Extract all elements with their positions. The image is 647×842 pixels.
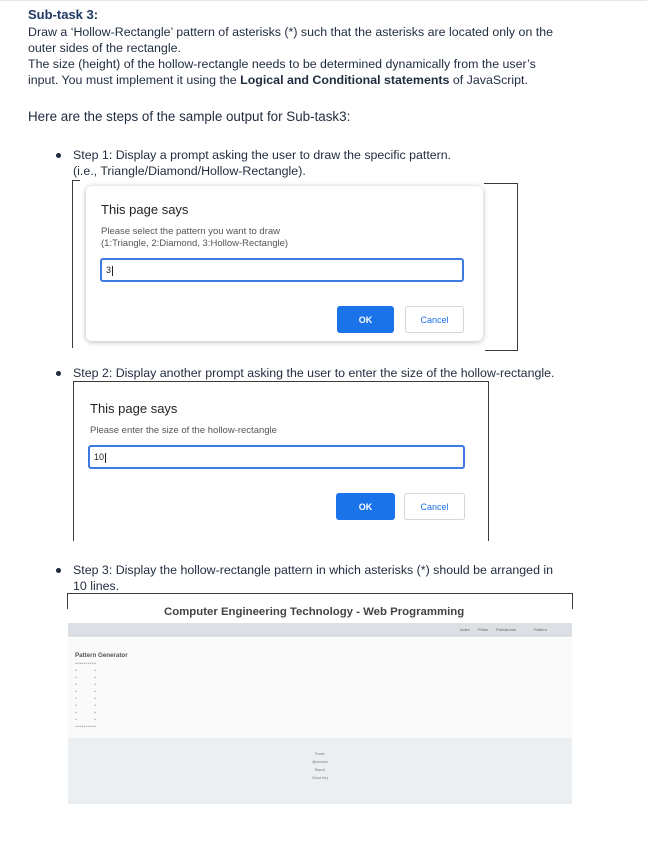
pattern-line: * * [75,669,97,673]
dialog-1-message [101,226,288,250]
prompt-dialog-2 [75,383,480,526]
webpage-main [68,638,572,738]
frame-1-left [72,180,73,348]
description-bold-text: Logical and Conditional statements [240,73,450,87]
pattern-line: * * [75,704,97,708]
step-3-line-2: 10 lines. [73,579,120,593]
subtask-heading: Sub-task 3: [28,7,99,22]
description-line-2: outer sides of the rectangle. [28,41,181,55]
dialog-2-cancel-button[interactable]: Cancel [404,493,465,520]
step-1-text [73,147,451,179]
pattern-line: * * [75,711,97,715]
frame-2-left [73,381,74,541]
webpage-nav [68,623,572,637]
pattern-line: ********** [75,662,97,666]
step-1-line-2: (i.e., Triangle/Diamond/Hollow-Rectangle). [73,164,306,178]
pattern-line: * * [75,718,97,722]
dialog-2-input-value: 10 [94,452,105,462]
webpage-header [68,594,572,638]
dialog-2-title: This page says [90,401,178,416]
description-line-4 [28,72,588,88]
step-2-text: Step 2: Display another prompt asking the user to enter the size of the hollow-rectangle. [73,366,555,380]
pattern-heading: Pattern Generator [75,652,128,659]
dialog-1-input-value: 3 [106,265,112,275]
pattern-line: * * [75,697,97,701]
webpage-screenshot [68,594,572,804]
step-1-line-1: Step 1: Display a prompt asking the user to draw the specific pattern. [73,148,452,162]
dialog-2-ok-button[interactable]: OK [336,493,395,520]
text-caret-icon [105,453,106,463]
description-text: input. You must implement it using the [28,73,241,87]
frame-3-right [572,593,573,609]
step-3-line-1: Step 3: Display the hollow-rectangle pattern in which asterisks (*) should be arranged in [73,563,554,577]
pattern-line: ********** [75,725,97,729]
nav-prime-link[interactable]: Prime [478,627,489,632]
frame-1-right [517,183,518,351]
footer-line: Footer [314,752,326,756]
nav-pattern-link[interactable]: Pattern [534,627,547,632]
top-rule [0,0,647,1]
pattern-line: * * [75,690,97,694]
dialog-2-message: Please enter the size of the hollow-rectangle [90,425,277,436]
frame-2-right [488,381,489,541]
dialog-1-cancel-button[interactable]: Cancel [405,306,464,333]
description-line-3: The size (height) of the hollow-rectangle needs to be determined dynamically from the user’s [28,57,536,71]
dialog-1-input[interactable] [100,258,464,282]
webpage-footer [68,738,572,804]
frame-2-top [73,381,489,382]
nav-palindrome-link[interactable]: Palindrome [496,627,517,632]
bullet-step-2 [56,371,61,376]
dialog-1-message-line-1: Please select the pattern you want to draw [101,226,281,237]
nav-index-link[interactable]: Index [460,627,470,632]
dialog-1-message-line-2: (1:Triangle, 2:Diamond, 3:Hollow-Rectangle) [101,238,289,249]
dialog-1-title: This page says [101,202,189,217]
step-3-text [73,562,553,594]
dialog-1-ok-button[interactable]: OK [337,306,394,333]
pattern-line: * * [75,683,97,687]
webpage-title: Computer Engineering Technology - Web Programming [164,606,465,618]
bullet-step-1 [56,153,61,158]
footer-line: Report [314,768,326,772]
footer-line: @xxxxxxx [312,760,328,764]
frame-1-top-right [484,183,518,184]
footer-line: Cloud Key [311,776,329,780]
bullet-step-3 [56,568,61,573]
prompt-dialog-1 [86,186,483,341]
steps-intro: Here are the steps of the sample output for Sub-task3: [28,109,351,124]
task-description [28,24,588,88]
dialog-2-input[interactable] [88,445,465,469]
description-text-end: of JavaScript. [449,73,528,87]
frame-1-top-left [72,180,80,181]
pattern-line: * * [75,676,97,680]
description-line-1: Draw a ‘Hollow-Rectangle’ pattern of asterisks (*) such that the asterisks are located only on the [28,25,554,39]
text-caret-icon [112,266,113,276]
frame-1-bottom-right [485,350,518,351]
